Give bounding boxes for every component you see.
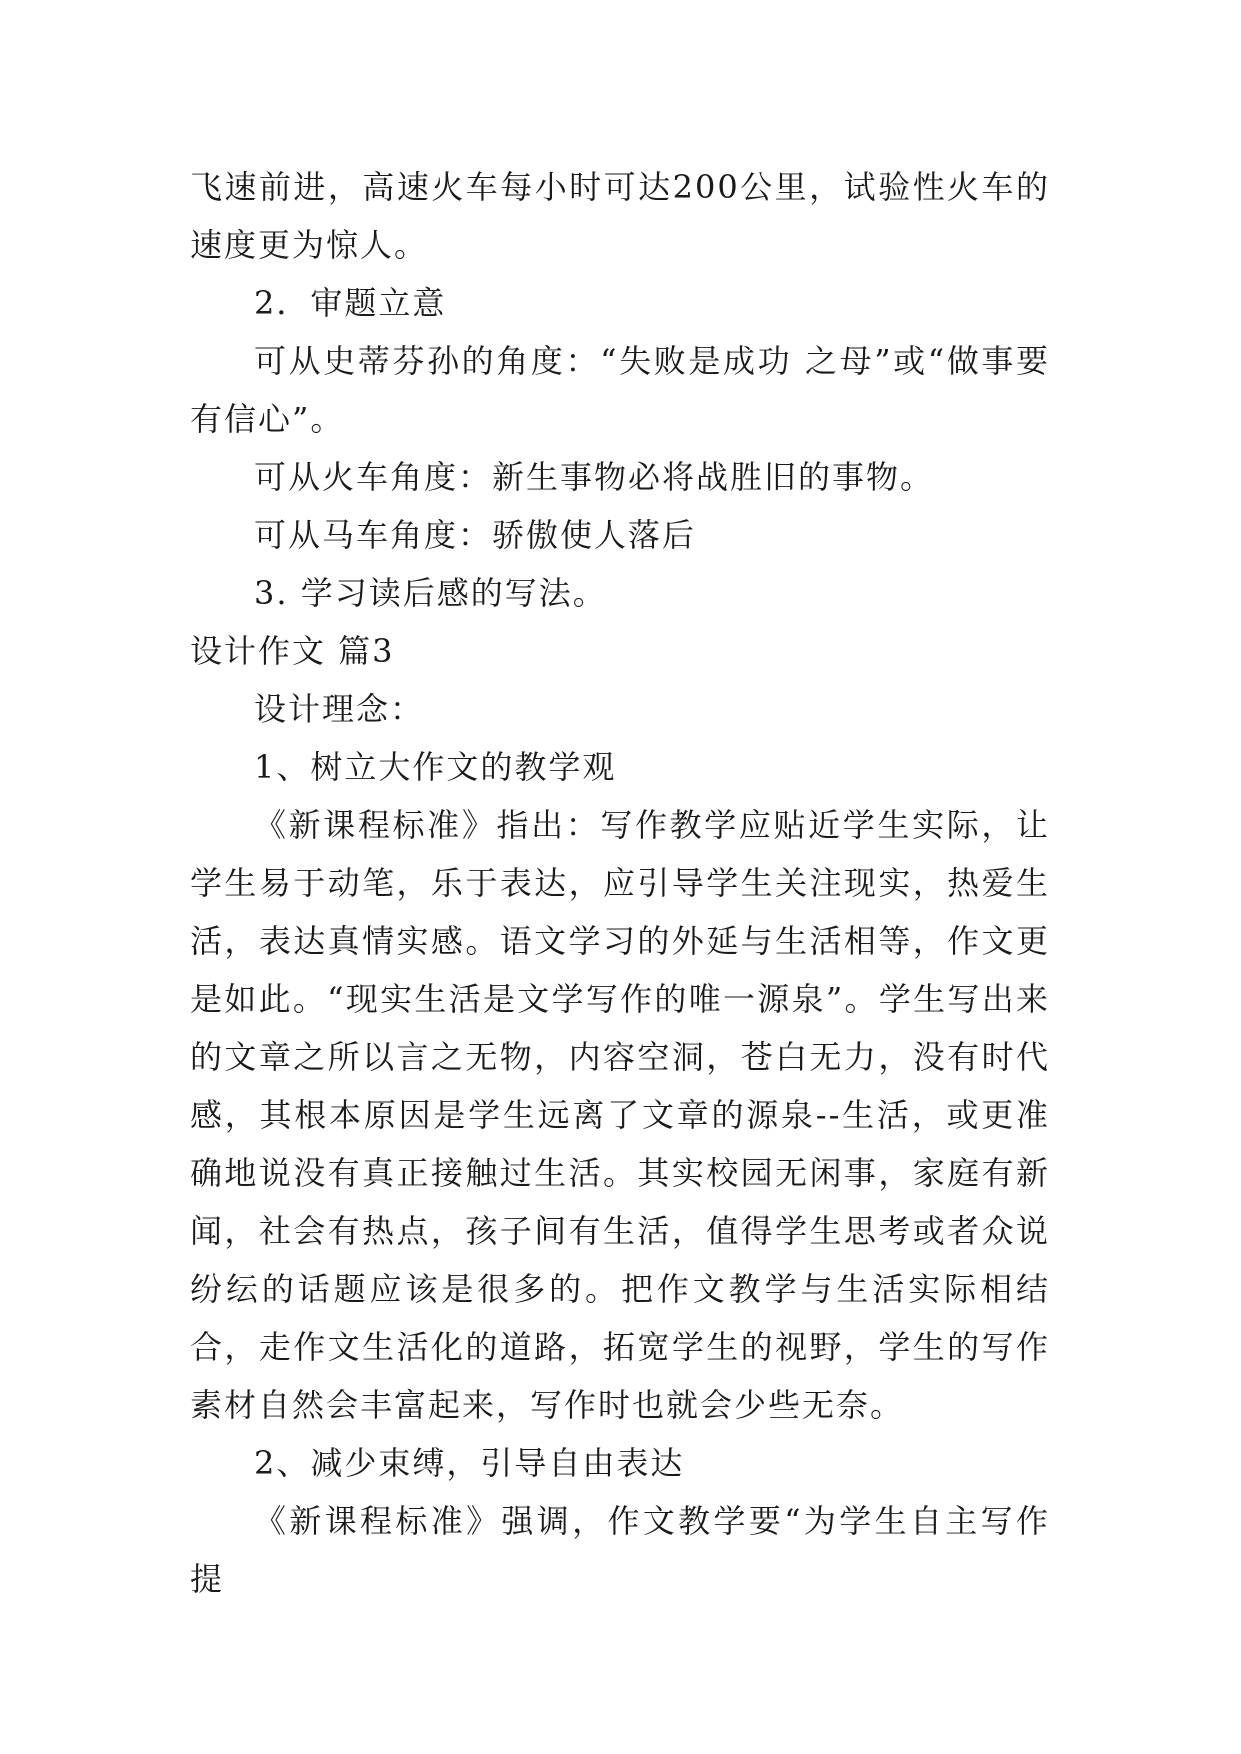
- paragraph-continuation: 飞速前进，高速火车每小时可达200公里，试验性火车的速度更为惊人。: [190, 168, 1050, 264]
- paragraph-curriculum-standard: 《新课程标准》指出：写作教学应贴近学生实际，让学生易于动笔，乐于表达，应引导学生关注现实，热爱生活，表达真情实感。语文学习的外延与生活相等，作文更是如此。“现实生活是文学写作的唯一源泉”。学生写出来的文章之所以言之无物，内容空洞，苍白无力，没有时代感，其根本原因是学生远离了文章的源泉--生活，或更准确地说没有真正接触过生活。其实校园无闲事，家庭有新闻，社会有热点，孩子间有生活，值得学生思考或者众说纷纭的话题应该是很多的。把作文教学与生活实际相结合，走作文生活化的道路，拓宽学生的视野，学生的写作素材自然会丰富起来，写作时也就会少些无奈。: [190, 806, 1050, 1424]
- list-item-teaching-view: 1、树立大作文的教学观: [254, 748, 617, 786]
- list-item-review-topic: 2．审题立意: [254, 284, 447, 322]
- paragraph-curriculum-emphasis: 《新课程标准》强调，作文教学要“为学生自主写作提: [190, 1502, 1050, 1598]
- paragraph-carriage-angle: 可从马车角度：骄傲使人落后: [254, 516, 697, 554]
- list-item-writing-method: 3. 学习读后感的写法。: [254, 574, 607, 612]
- paragraph-design-concept: 设计理念：: [254, 690, 425, 728]
- document-body: [190, 158, 1050, 1608]
- paragraph-stephenson-angle: 可从史蒂芬孙的角度：“失败是成功 之母”或“做事要有信心”。: [190, 342, 1050, 438]
- section-heading: 设计作文 篇3: [190, 632, 395, 670]
- paragraph-train-angle: 可从火车角度：新生事物必将战胜旧的事物。: [254, 458, 935, 496]
- list-item-reduce-constraints: 2、减少束缚，引导自由表达: [254, 1444, 685, 1482]
